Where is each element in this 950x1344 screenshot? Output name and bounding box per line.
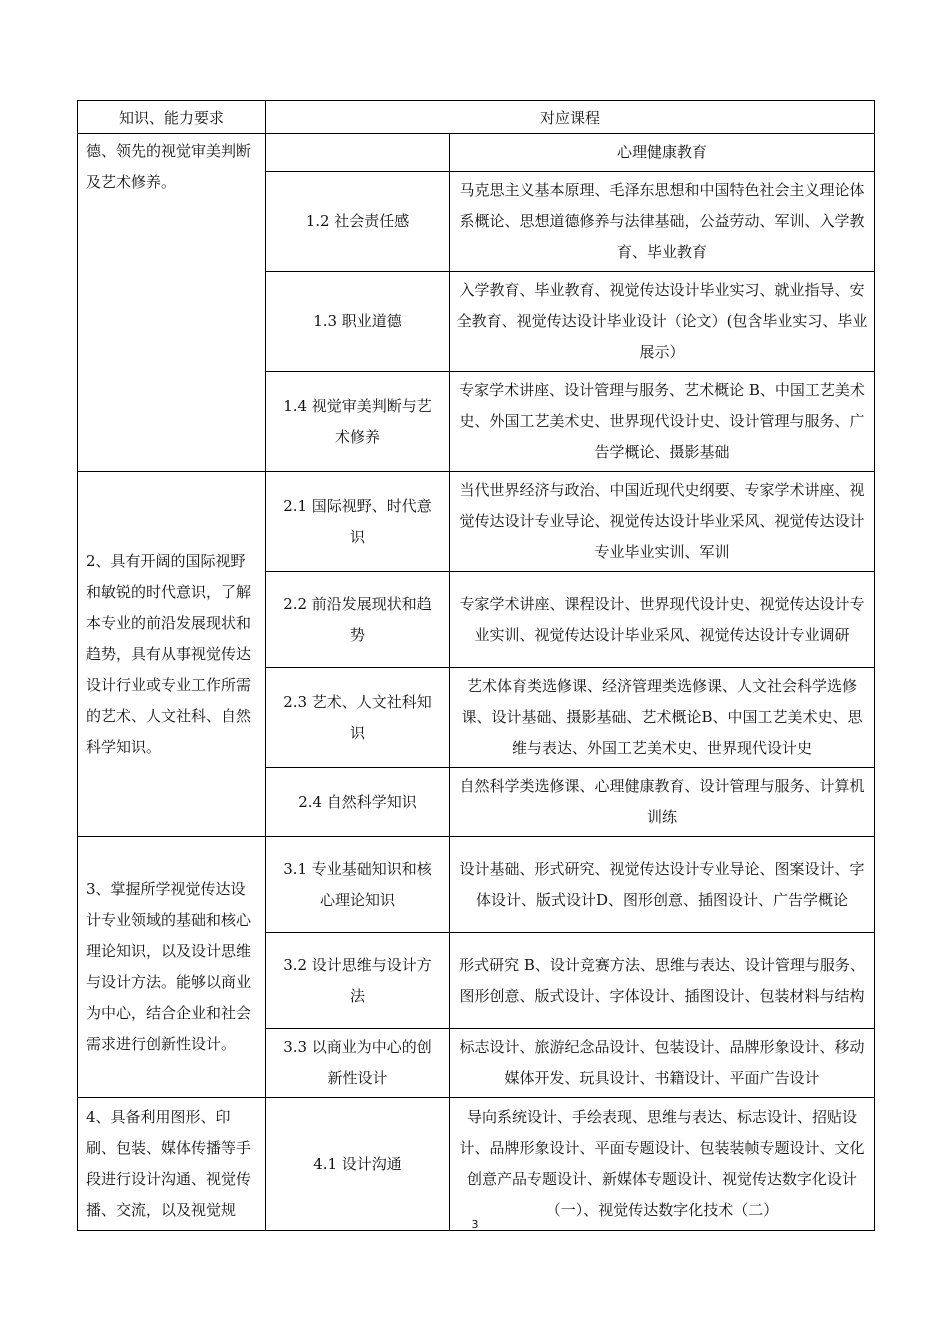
sub-requirement-cell: 1.3 职业道德 [266, 272, 450, 372]
courses-cell: 当代世界经济与政治、中国近现代史纲要、专家学术讲座、视觉传达设计专业导论、视觉传达设计毕业采风、视觉传达设计专业毕业实训、军训 [450, 472, 875, 572]
sub-requirement-cell: 2.1 国际视野、时代意识 [266, 472, 450, 572]
table-row [78, 1098, 875, 1231]
header-requirements: 知识、能力要求 [78, 101, 266, 134]
table-row [78, 472, 875, 572]
sub-requirement-cell: 4.1 设计沟通 [266, 1098, 450, 1231]
courses-cell: 艺术体育类选修课、经济管理类选修课、人文社会科学选修课、设计基础、摄影基础、艺术概论B、中国工艺美术史、思维与表达、外国工艺美术史、世界现代设计史 [450, 668, 875, 768]
table-row [78, 837, 875, 933]
courses-cell: 专家学术讲座、课程设计、世界现代设计史、视觉传达设计专业实训、视觉传达设计毕业采风、视觉传达设计专业调研 [450, 572, 875, 668]
sub-requirement-cell: 2.2 前沿发展现状和趋势 [266, 572, 450, 668]
table-row [78, 134, 875, 172]
requirement-cell: 3、掌握所学视觉传达设计专业领域的基础和核心理论知识，以及设计思维与设计方法。能够以商业为中心，结合企业和社会需求进行创新性设计。 [78, 837, 266, 1098]
courses-cell: 专家学术讲座、设计管理与服务、艺术概论 B、中国工艺美术史、外国工艺美术史、世界现代设计史、设计管理与服务、广告学概论、摄影基础 [450, 372, 875, 472]
header-courses: 对应课程 [266, 101, 875, 134]
curriculum-table [77, 100, 875, 1231]
sub-requirement-cell: 2.3 艺术、人文社科知识 [266, 668, 450, 768]
courses-cell: 标志设计、旅游纪念品设计、包装设计、品牌形象设计、移动媒体开发、玩具设计、书籍设计、平面广告设计 [450, 1029, 875, 1098]
requirement-cell: 德、领先的视觉审美判断及艺术修养。 [78, 134, 266, 472]
sub-requirement-cell [266, 134, 450, 172]
courses-cell: 形式研究 B、设计竞赛方法、思维与表达、设计管理与服务、图形创意、版式设计、字体设计、插图设计、包装材料与结构 [450, 933, 875, 1029]
courses-cell: 设计基础、形式研究、视觉传达设计专业导论、图案设计、字体设计、版式设计D、图形创意、插图设计、广告学概论 [450, 837, 875, 933]
sub-requirement-cell: 2.4 自然科学知识 [266, 768, 450, 837]
requirement-cell: 4、具备利用图形、印刷、包装、媒体传播等手段进行设计沟通、视觉传播、交流，以及视觉规 [78, 1098, 266, 1231]
table-header-row [78, 101, 875, 134]
courses-cell: 入学教育、毕业教育、视觉传达设计毕业实习、就业指导、安全教育、视觉传达设计毕业设计（论文）(包含毕业实习、毕业展示） [450, 272, 875, 372]
sub-requirement-cell: 3.1 专业基础知识和核心理论知识 [266, 837, 450, 933]
sub-requirement-cell: 1.4 视觉审美判断与艺术修养 [266, 372, 450, 472]
sub-requirement-cell: 1.2 社会责任感 [266, 172, 450, 272]
courses-cell: 马克思主义基本原理、毛泽东思想和中国特色社会主义理论体系概论、思想道德修养与法律基础，公益劳动、军训、入学教育、毕业教育 [450, 172, 875, 272]
requirement-cell: 2、具有开阔的国际视野和敏锐的时代意识，了解本专业的前沿发展现状和趋势，具有从事视觉传达设计行业或专业工作所需的艺术、人文社科、自然科学知识。 [78, 472, 266, 837]
page-number: 3 [471, 1218, 479, 1231]
courses-cell: 导向系统设计、手绘表现、思维与表达、标志设计、招贴设计、品牌形象设计、平面专题设计、包装装帧专题设计、文化创意产品专题设计、新媒体专题设计、视觉传达数字化设计（一）、视觉传达数字化技术（二） [450, 1098, 875, 1231]
courses-cell: 自然科学类选修课、心理健康教育、设计管理与服务、计算机训练 [450, 768, 875, 837]
sub-requirement-cell: 3.2 设计思维与设计方法 [266, 933, 450, 1029]
courses-cell: 心理健康教育 [450, 134, 875, 172]
sub-requirement-cell: 3.3 以商业为中心的创新性设计 [266, 1029, 450, 1098]
